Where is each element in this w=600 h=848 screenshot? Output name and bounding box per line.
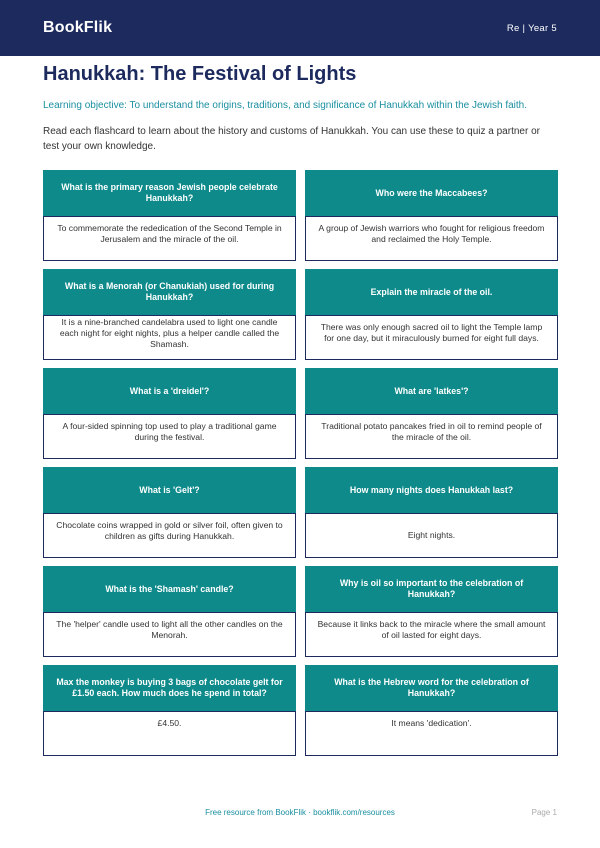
flashcard-answer: It means 'dedication'. <box>305 711 558 756</box>
brand-logo[interactable]: BookFlik <box>43 19 113 36</box>
flashcard-answer: A four-sided spinning top used to play a traditional game during the festival. <box>43 414 296 459</box>
flashcard-11 <box>43 665 296 756</box>
intro-text: Read each flashcard to learn about the history and customs of Hanukkah. You can use these to quiz a partner or test your own knowledge. <box>43 126 540 152</box>
subject-year-label: Re | Year 5 <box>506 22 557 34</box>
flashcard-answer: Traditional potato pancakes fried in oil to remind people of the miracle of the oil. <box>305 414 558 459</box>
flashcard-7 <box>43 467 296 558</box>
page-number: Page 1 <box>531 808 557 817</box>
flashcard-question: Max the monkey is buying 3 bags of chocolate gelt for £1.50 each. How much does he spend in total? <box>43 665 296 711</box>
flashcard-question: What is a Menorah (or Chanukiah) used for during Hanukkah? <box>43 269 296 315</box>
flashcard-4 <box>305 269 558 360</box>
flashcard-answer: To commemorate the rededication of the Second Temple in Jerusalem and the miracle of the oil. <box>43 216 296 261</box>
flashcard-question: What is the Hebrew word for the celebration of Hanukkah? <box>305 665 558 711</box>
flashcard-question: How many nights does Hanukkah last? <box>305 467 558 513</box>
flashcard-question: Explain the miracle of the oil. <box>305 269 558 315</box>
flashcard-question: What is a 'dreidel'? <box>43 368 296 414</box>
flashcard-question: What is 'Gelt'? <box>43 467 296 513</box>
flashcard-answer: A group of Jewish warriors who fought for religious freedom and reclaimed the Holy Temple. <box>305 216 558 261</box>
footer-link[interactable]: Free resource from BookFlik · bookflik.com/resources <box>205 808 395 817</box>
learning-objective: Learning objective: To understand the origins, traditions, and significance of Hanukkah within the Jewish faith. <box>43 100 527 111</box>
flashcard-answer: Eight nights. <box>305 513 558 558</box>
flashcard-5 <box>43 368 296 459</box>
flashcard-answer: The 'helper' candle used to light all the other candles on the Menorah. <box>43 612 296 657</box>
flashcard-1 <box>43 170 296 261</box>
flashcard-answer: It is a nine-branched candelabra used to light one candle each night for eight nights, plus a helper candle called the Shamash. <box>43 315 296 360</box>
header-bar <box>0 0 600 56</box>
flashcard-answer: £4.50. <box>43 711 296 756</box>
flashcard-question: Why is oil so important to the celebration of Hanukkah? <box>305 566 558 612</box>
flashcard-6 <box>305 368 558 459</box>
flashcard-question: Who were the Maccabees? <box>305 170 558 216</box>
flashcard-8 <box>305 467 558 558</box>
flashcard-grid <box>43 170 558 756</box>
flashcard-question: What is the 'Shamash' candle? <box>43 566 296 612</box>
flashcard-question: What are 'latkes'? <box>305 368 558 414</box>
flashcard-2 <box>305 170 558 261</box>
flashcard-answer: Chocolate coins wrapped in gold or silver foil, often given to children as gifts during Hanukkah. <box>43 513 296 558</box>
page-footer <box>0 808 600 822</box>
flashcard-answer: Because it links back to the miracle where the small amount of oil lasted for eight days. <box>305 612 558 657</box>
flashcard-3 <box>43 269 296 360</box>
page-title: Hanukkah: The Festival of Lights <box>43 63 357 85</box>
flashcard-answer: There was only enough sacred oil to light the Temple lamp for one day, but it miraculously burned for eight full days. <box>305 315 558 360</box>
flashcard-10 <box>305 566 558 657</box>
flashcard-9 <box>43 566 296 657</box>
flashcard-12 <box>305 665 558 756</box>
flashcard-question: What is the primary reason Jewish people celebrate Hanukkah? <box>43 170 296 216</box>
